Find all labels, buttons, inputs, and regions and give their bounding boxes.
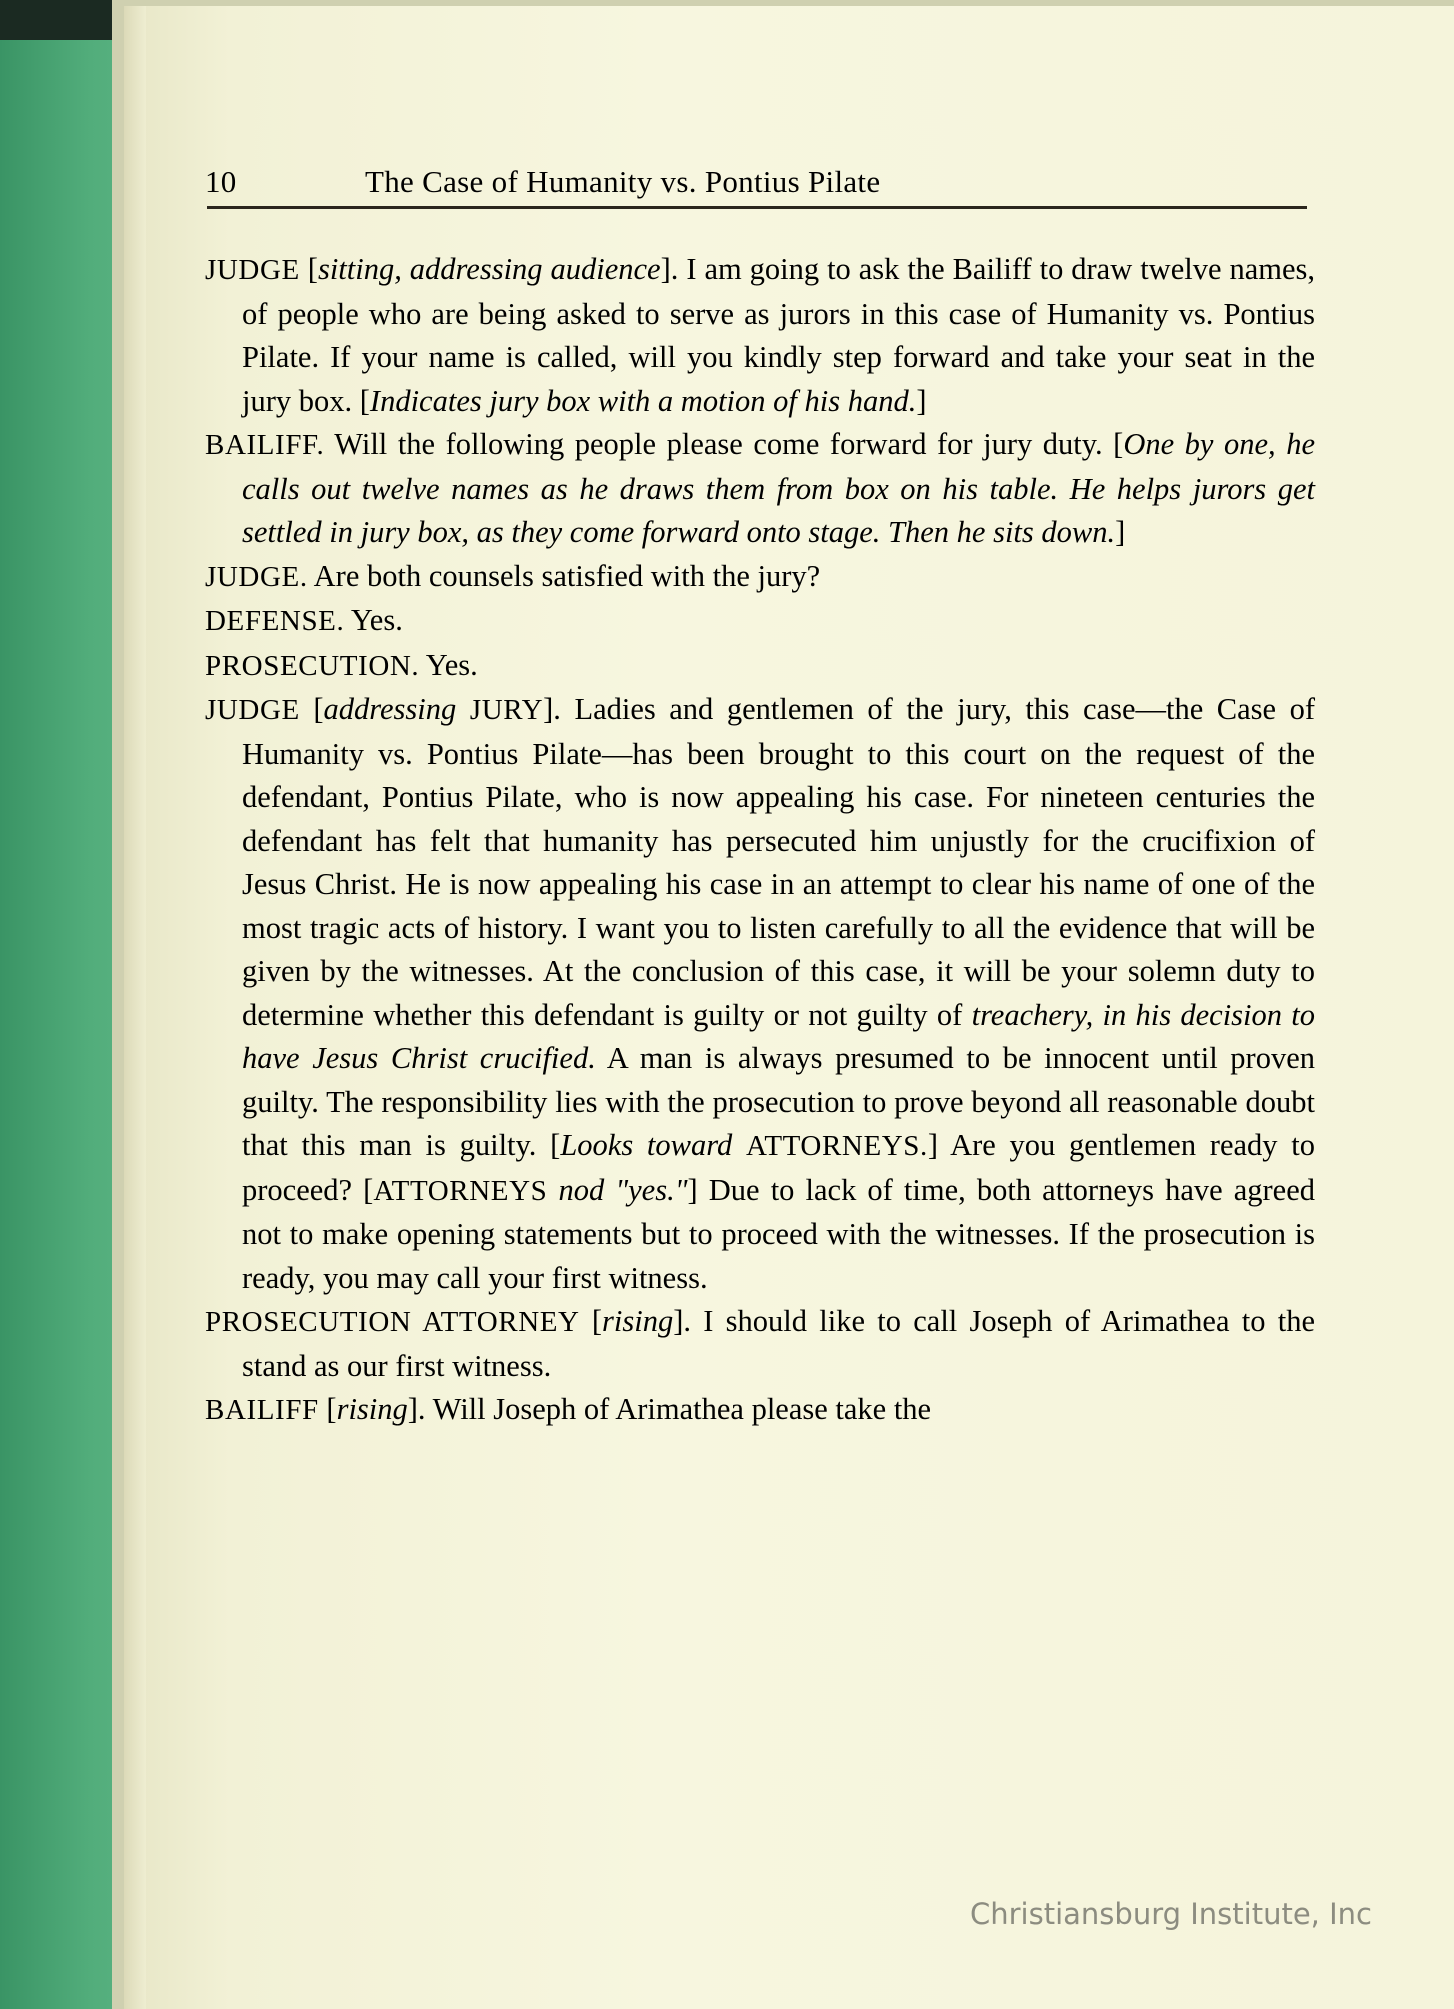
- speech-text: [732, 1128, 746, 1162]
- speaker-name: BAILIFF: [205, 1394, 319, 1426]
- speech-text: ]. Ladies and gentlemen of the jury, this case—the Case of Humanity vs. Pontius Pilate—has been brought to this court on the request of the defendant, Pontius Pilate, who is now appealing his case. For nineteen centuries the defendant has felt that humanity has persecuted him unjustly for the crucifixion of Jesus Christ. He is now appealing his case in an attempt to clear his name of one of the most tragic acts of history. I want you to listen carefully to all the evidence that will be given by the witnesses. At the conclusion of this case, it will be your solemn duty to determine whether this defendant is guilty or not guilty of: [242, 692, 1315, 1032]
- speech-paragraph: [205, 248, 1315, 423]
- speech-text: [456, 692, 470, 726]
- speech-paragraph: [205, 599, 1315, 644]
- speech-text: [: [318, 1392, 337, 1426]
- stage-direction: Looks toward: [560, 1128, 733, 1162]
- speech-text: ]. I should like to call Joseph of Arimathea to the stand as our first witness.: [242, 1304, 1315, 1383]
- speech-text: [547, 1173, 558, 1207]
- speech-text: ATTORNEYS.: [745, 1130, 928, 1162]
- page-gutter: [124, 6, 146, 2009]
- speaker-name: PROSECUTION ATTORNEY: [205, 1306, 580, 1338]
- speech-text: ] Due to lack of time, both attorneys have agreed not to make opening statements but to proceed with the witnesses. If the prosecution is ready, you may call your first witness.: [242, 1172, 1316, 1295]
- speaker-name: BAILIFF.: [205, 429, 325, 461]
- speech-text: Will the following people please come forward for jury duty. [: [324, 427, 1124, 461]
- speech-text: ATTORNEYS: [373, 1174, 548, 1207]
- speaker-name: PROSECUTION.: [205, 649, 420, 682]
- speech-text: ]: [1115, 515, 1126, 549]
- speech-text: Are both counsels satisfied with the jury?: [307, 558, 821, 593]
- speaker-name: DEFENSE.: [205, 605, 345, 637]
- running-title: The Case of Humanity vs. Pontius Pilate: [365, 164, 881, 199]
- speech-paragraph: [205, 423, 1315, 555]
- speaker-name: JUDGE.: [205, 560, 308, 593]
- speaker-name: JUDGE: [205, 694, 300, 726]
- speaker-name: JUDGE: [205, 254, 300, 286]
- stage-direction: addressing: [323, 692, 457, 726]
- speech-text: JURY: [469, 694, 544, 726]
- header-rule: [207, 206, 1307, 209]
- speech-text: [: [299, 692, 324, 726]
- speech-paragraph: [205, 1388, 1315, 1433]
- speech-text: ]. Will Joseph of Arimathea please take the: [407, 1392, 932, 1426]
- speech-text: [: [299, 252, 318, 286]
- speech-text: ]. I am going to ask the Bailiff to draw twelve names, of people who are being asked to serve as jurors in this case of Humanity vs. Pontius Pilate. If your name is called, will you kindly step forward and take your seat in the jury box. [: [242, 252, 1315, 418]
- speech-text: A man is always presumed to be innocent until proven guilty. The responsibility lies with the prosecution to prove beyond all reasonable doubt that this man is guilty. [: [242, 1041, 1315, 1162]
- speech-paragraph: [205, 555, 1315, 600]
- running-head: [205, 160, 1315, 210]
- stage-direction: Indicates jury box with a motion of his hand.: [369, 383, 917, 418]
- script-text: [205, 248, 1315, 1433]
- speech-text: Yes.: [419, 647, 478, 682]
- speech-paragraph: [205, 1300, 1315, 1388]
- speech-text: Yes.: [344, 603, 403, 637]
- page-number: 10: [205, 164, 237, 199]
- speech-text: ]: [916, 383, 927, 418]
- speech-text: [: [579, 1304, 603, 1338]
- speech-text: ] Are you gentlemen ready to proceed? [: [242, 1128, 1316, 1207]
- stage-direction: sitting, addressing audience: [317, 252, 661, 286]
- stage-direction: rising: [602, 1304, 674, 1338]
- watermark: Christiansburg Institute, Inc: [970, 1897, 1372, 1931]
- stage-direction: One by one, he calls out twelve names as he draws them from box on his table. He helps jurors get settled in jury box, as they come forward onto stage. Then he sits down.: [242, 427, 1315, 549]
- stage-direction: treachery, in his decision to have Jesus Christ crucified.: [242, 997, 1315, 1075]
- stage-direction: nod "yes.": [558, 1172, 688, 1207]
- speech-paragraph: [205, 644, 1315, 689]
- stage-direction: rising: [336, 1392, 408, 1426]
- speech-paragraph: [205, 688, 1315, 1300]
